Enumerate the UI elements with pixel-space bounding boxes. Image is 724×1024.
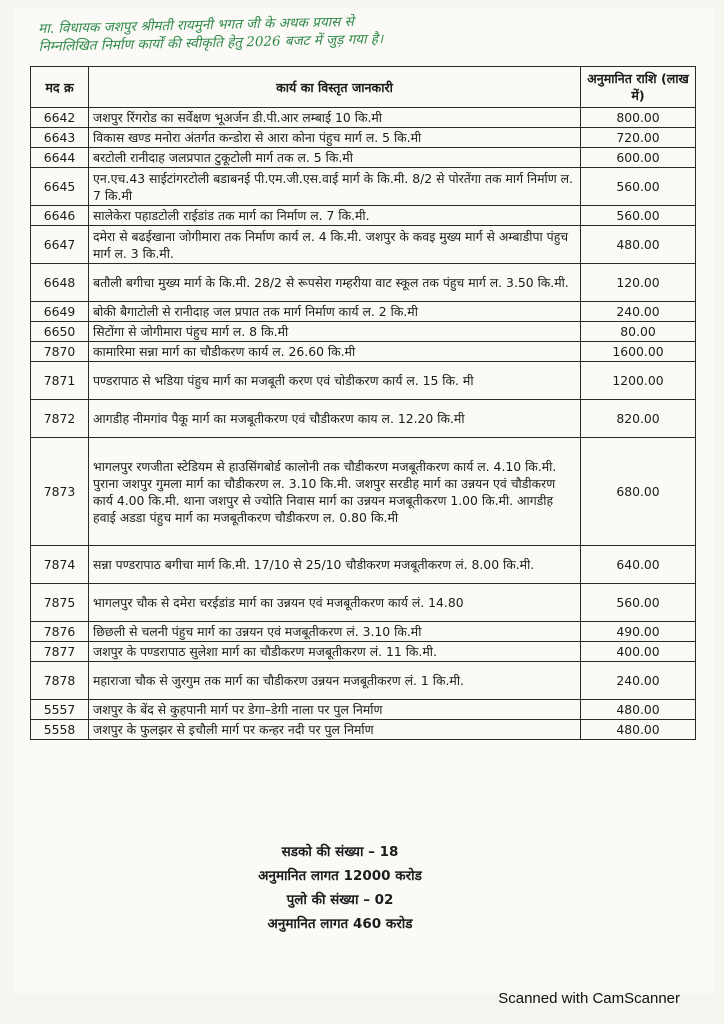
row-amount: 560.00 (581, 206, 696, 226)
row-amount: 1200.00 (581, 362, 696, 400)
row-description: सिटोंगा से जोगीमारा पंहुच मार्ग ल. 8 कि.मी (89, 322, 581, 342)
row-code: 6650 (31, 322, 89, 342)
row-amount: 560.00 (581, 584, 696, 622)
row-amount: 680.00 (581, 438, 696, 546)
row-description: छिछली से चलनी पंहुच मार्ग का उन्नयन एवं मजबूतीकरण लं. 3.10 कि.मी (89, 622, 581, 642)
handwritten-note-line-1: मा. विधायक जशपुर श्रीमती रायमुनी भगत जी के अथक प्रयास से (38, 13, 354, 37)
row-amount: 720.00 (581, 128, 696, 148)
table-row (31, 108, 696, 128)
row-amount: 600.00 (581, 148, 696, 168)
row-amount: 240.00 (581, 662, 696, 700)
row-code: 6646 (31, 206, 89, 226)
row-amount: 560.00 (581, 168, 696, 206)
table-row (31, 546, 696, 584)
row-code: 7876 (31, 622, 89, 642)
row-amount: 490.00 (581, 622, 696, 642)
table-row (31, 302, 696, 322)
row-code: 6642 (31, 108, 89, 128)
table-row (31, 362, 696, 400)
row-description: भागलपुर रणजीता स्टेडियम से हाउसिंगबोर्ड कालोनी तक चौडीकरण मजबूतीकरण कार्य ल. 4.10 कि.मी. पुराना जशपुर गुमला मार्ग का चौडीकरण ल. 3.10 कि.मी. जशपुर सरडीह मार्ग का उन्नयन एवं चौडीकरण कार्य 4.00 कि.मी. थाना जशपुर से ज्योति निवास मार्ग का उन्नयन मजबूतीकरण 1.00 कि.मी. आगडीह हवाई अडडा पंहुच मार्ग का मजबूतीकरण चौडीकरण ल. 0.80 कि.मी (89, 438, 581, 546)
row-description: भागलपुर चौक से दमेरा चरईडांड मार्ग का उन्नयन एवं मजबूतीकरण कार्य लं. 14.80 (89, 584, 581, 622)
table-row (31, 642, 696, 662)
roads-cost: अनुमानित लागत 12000 करोड (258, 868, 422, 884)
row-code: 6643 (31, 128, 89, 148)
table-row (31, 264, 696, 302)
row-code: 7870 (31, 342, 89, 362)
row-amount: 400.00 (581, 642, 696, 662)
roads-count: सडको की संख्या – 18 (281, 844, 399, 860)
row-description: आगडीह नीमगांव पैकू मार्ग का मजबूतीकरण एवं चौडीकरण काय ल. 12.20 कि.मी (89, 400, 581, 438)
table-row (31, 720, 696, 740)
row-amount: 480.00 (581, 720, 696, 740)
table-row (31, 700, 696, 720)
row-description: सन्ना पण्डरापाठ बगीचा मार्ग कि.मी. 17/10 से 25/10 चौडीकरण मजबूतीकरण लं. 8.00 कि.मी. (89, 546, 581, 584)
row-amount: 80.00 (581, 322, 696, 342)
row-code: 6648 (31, 264, 89, 302)
row-description: जशपुर रिंगरोड का सर्वेक्षण भूअर्जन डी.पी.आर लम्बाई 10 कि.मी (89, 108, 581, 128)
row-amount: 640.00 (581, 546, 696, 584)
row-description: दमेरा से बढईखाना जोगीमारा तक निर्माण कार्य ल. 4 कि.मी. जशपुर के कवइ मुख्य मार्ग से अम्बाडीपा पंहुच मार्ग ल. 3 कि.मी. (89, 226, 581, 264)
row-description: एन.एच.43 साईटांगरटोली बडाबनई पी.एम.जी.एस.वाई मार्ग के कि.मी. 8/2 से पोरतेंगा तक मार्ग निर्माण ल. 7 कि.मी (89, 168, 581, 206)
row-amount: 240.00 (581, 302, 696, 322)
bridges-cost: अनुमानित लागत 460 करोड (267, 916, 413, 932)
row-description: विकास खण्ड मनोरा अंतर्गत कन्डोरा से आरा कोना पंहुच मार्ग ल. 5 कि.मी (89, 128, 581, 148)
row-amount: 800.00 (581, 108, 696, 128)
row-code: 5557 (31, 700, 89, 720)
row-code: 7871 (31, 362, 89, 400)
row-amount: 1600.00 (581, 342, 696, 362)
header-code: मद क्र (31, 67, 89, 108)
row-amount: 480.00 (581, 226, 696, 264)
row-amount: 820.00 (581, 400, 696, 438)
table-row (31, 322, 696, 342)
row-description: जशपुर के बेंद से कुहपानी मार्ग पर डेगा–डेगी नाला पर पुल निर्माण (89, 700, 581, 720)
row-description: जशपुर के पण्डरापाठ सुलेशा मार्ग का चौडीकरण मजबूतीकरण लं. 11 कि.मी. (89, 642, 581, 662)
row-amount: 120.00 (581, 264, 696, 302)
row-code: 6649 (31, 302, 89, 322)
table-row (31, 168, 696, 206)
row-description: कामारिमा सन्ना मार्ग का चौडीकरण कार्य ल. 26.60 कि.मी (89, 342, 581, 362)
row-code: 7877 (31, 642, 89, 662)
row-description: जशपुर के फुलझर से इचौली मार्ग पर कन्हर नदी पर पुल निर्माण (89, 720, 581, 740)
row-code: 7872 (31, 400, 89, 438)
row-amount: 480.00 (581, 700, 696, 720)
table-row (31, 400, 696, 438)
row-code: 6647 (31, 226, 89, 264)
table-row (31, 128, 696, 148)
row-code: 6644 (31, 148, 89, 168)
row-code: 7873 (31, 438, 89, 546)
bridges-count: पुलो की संख्या – 02 (286, 892, 394, 908)
table-row (31, 662, 696, 700)
row-code: 6645 (31, 168, 89, 206)
table-header-row (31, 67, 696, 108)
row-description: सालेकेरा पहाडटोली राईडांड तक मार्ग का निर्माण ल. 7 कि.मी. (89, 206, 581, 226)
header-amount: अनुमानित राशि (लाख में) (581, 67, 696, 108)
table-row (31, 584, 696, 622)
table-row (31, 148, 696, 168)
header-description: कार्य का विस्तृत जानकारी (89, 67, 581, 108)
works-table (30, 66, 696, 740)
table-row (31, 206, 696, 226)
summary-block (180, 840, 500, 936)
table-row (31, 226, 696, 264)
handwritten-note-line-2: निम्नलिखित निर्माण कार्यों की स्वीकृति हेतु 2026 बजट में जुड़ गया है। (38, 31, 384, 55)
camscanner-watermark: Scanned with CamScanner (498, 990, 680, 1007)
row-code: 7878 (31, 662, 89, 700)
row-description: बतौली बगीचा मुख्य मार्ग के कि.मी. 28/2 से रूपसेरा गम्हरीया वाट स्कूल तक पंहुच मार्ग ल. 3.50 कि.मी. (89, 264, 581, 302)
row-code: 5558 (31, 720, 89, 740)
row-code: 7875 (31, 584, 89, 622)
table-row (31, 342, 696, 362)
row-description: बोकी बैगाटोली से रानीदाह जल प्रपात तक मार्ग निर्माण कार्य ल. 2 कि.मी (89, 302, 581, 322)
row-description: पण्डरापाठ से भडिया पंहुच मार्ग का मजबूती करण एवं चोडीकरण कार्य ल. 15 कि. मी (89, 362, 581, 400)
row-description: महाराजा चौक से जुरगुम तक मार्ग का चौडीकरण उन्नयन मजबूतीकरण लं. 1 कि.मी. (89, 662, 581, 700)
table-row (31, 622, 696, 642)
row-code: 7874 (31, 546, 89, 584)
row-description: बरटोली रानीदाह जलप्रपात टुकूटोली मार्ग तक ल. 5 कि.मी (89, 148, 581, 168)
table-row (31, 438, 696, 546)
